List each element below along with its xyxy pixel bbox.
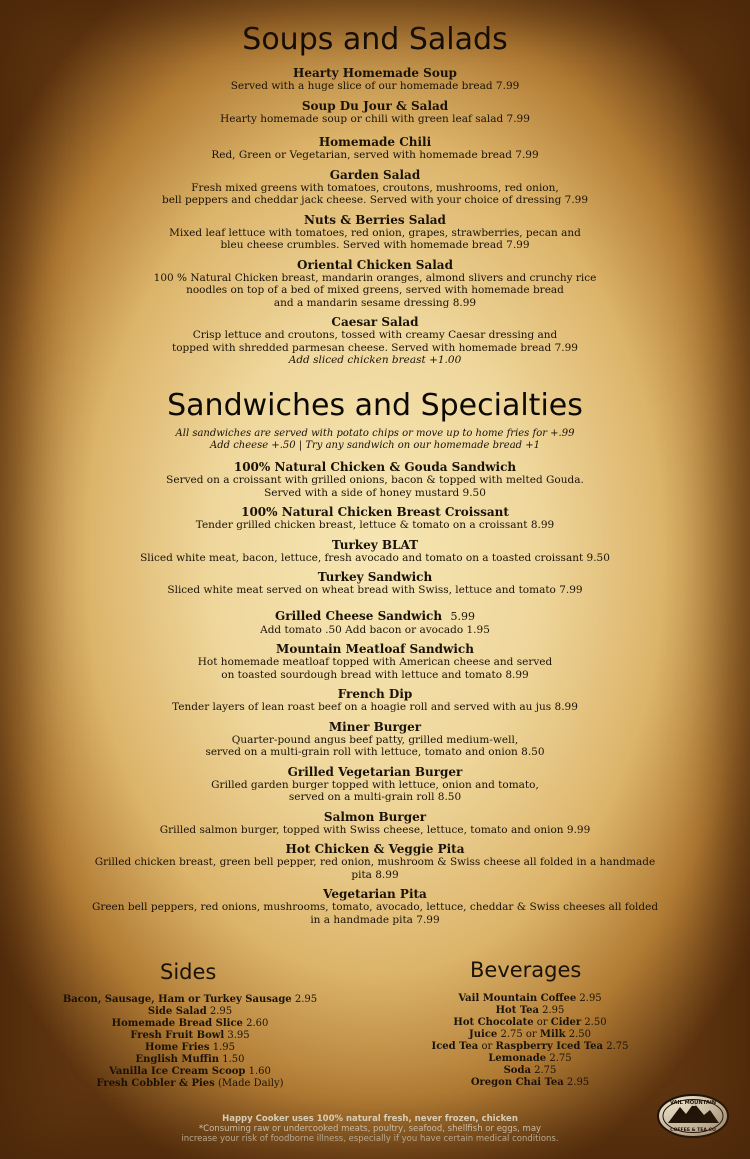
beverage-row — [410, 1029, 650, 1041]
side-name: Side Salad — [147, 1006, 207, 1017]
side-name: English Muffin — [135, 1054, 220, 1065]
item-name: French Dip — [337, 687, 413, 701]
beverage-conjunction: or — [522, 1029, 540, 1040]
item-description: Red, Green or Vegetarian, served with homemade bread 7.99 — [211, 149, 539, 161]
menu-item — [60, 99, 690, 126]
beverage-name: Vail Mountain Coffee — [458, 993, 577, 1004]
beverage-row — [410, 1077, 650, 1089]
beverage-price: 2.50 — [584, 1017, 607, 1028]
menu-item — [60, 315, 690, 367]
item-description: Hearty homemade soup or chili with green leaf salad 7.99 — [220, 112, 530, 125]
beverage-price: 2.75 — [534, 1065, 557, 1076]
side-price: (Made Daily) — [217, 1078, 284, 1089]
item-description: Grilled chicken breast, green bell pepper, red onion, mushroom & Swiss cheese all folded in a handmade pita 8.99 — [94, 856, 656, 881]
item-addon-note: Add sliced chicken breast +1.00 — [288, 354, 462, 366]
sandwiches-specialties-list — [60, 428, 690, 932]
item-name: Homemade Chili — [318, 135, 432, 149]
beverage-conjunction: or — [533, 1017, 551, 1028]
menu-item — [60, 538, 690, 565]
side-row — [50, 1042, 330, 1054]
beverage-name: Oregon Chai Tea — [470, 1077, 564, 1088]
item-name-with-price — [60, 609, 690, 624]
menu-item — [60, 258, 690, 310]
footer-disclaimer — [80, 1114, 660, 1144]
side-row — [50, 1078, 330, 1090]
menu-item — [60, 842, 690, 881]
item-name: Salmon Burger — [323, 809, 427, 824]
menu-item — [60, 135, 690, 162]
item-description: Green bell peppers, red onions, mushrooms, tomato, avocado, lettuce, cheddar & Swiss cheeses all folded in a handmade pita 7.99 — [91, 901, 659, 926]
item-name: Grilled Vegetarian Burger — [287, 764, 463, 779]
item-name: Grilled Cheese Sandwich — [275, 608, 443, 623]
side-name: Homemade Bread Slice — [111, 1018, 243, 1029]
item-description: Add tomato .50 Add bacon or avocado 1.95 — [260, 623, 490, 636]
item-description: Grilled salmon burger, topped with Swiss cheese, lettuce, tomato and onion 9.99 — [159, 823, 591, 836]
side-price: 1.50 — [222, 1054, 245, 1065]
beverage-price: 2.75 — [500, 1029, 523, 1040]
beverage-price: 2.95 — [542, 1005, 565, 1016]
beverage-price: 2.95 — [579, 993, 602, 1004]
sides-heading: Sides — [160, 960, 217, 984]
item-name: Miner Burger — [328, 719, 422, 734]
logo-bottom-text: COFFEE & TEA CO — [670, 1128, 716, 1133]
soups-salads-heading: Soups and Salads — [242, 22, 508, 57]
item-description: Served with a huge slice of our homemade bread 7.99 — [230, 80, 520, 92]
beverage-name-alt: Milk — [539, 1029, 566, 1040]
item-name: Turkey Sandwich — [317, 570, 433, 584]
beverage-name: Juice — [469, 1029, 498, 1040]
menu-item — [60, 887, 690, 926]
beverage-price-alt: 2.50 — [568, 1029, 591, 1040]
beverage-name-alt: Cider — [550, 1017, 582, 1028]
item-name: Hot Chicken & Veggie Pita — [285, 842, 465, 856]
side-row — [50, 1006, 330, 1018]
beverage-name: Hot Tea — [495, 1005, 539, 1016]
item-name: Soup Du Jour & Salad — [301, 98, 449, 113]
sides-list — [50, 994, 330, 1090]
item-description: Hot homemade meatloaf topped with American cheese and served on toasted sourdough bread with lettuce and tomato 8.99 — [197, 656, 553, 681]
item-name: Oriental Chicken Salad — [297, 257, 453, 272]
side-name: Fresh Cobbler & Pies — [96, 1078, 215, 1089]
footer-warning-line-1: *Consuming raw or undercooked meats, poultry, seafood, shellfish or eggs, may — [198, 1124, 542, 1134]
soups-salads-list — [60, 66, 690, 373]
side-price: 2.95 — [294, 994, 318, 1005]
beverage-price: 2.75 — [606, 1041, 629, 1052]
item-description: Grilled garden burger topped with lettuce, onion and tomato, served on a multi-grain roll 8.50 — [211, 778, 539, 803]
item-name: Turkey BLAT — [331, 537, 419, 552]
side-price: 1.95 — [212, 1042, 235, 1053]
side-price: 2.95 — [209, 1006, 233, 1017]
sandwiches-specialties-heading: Sandwiches and Specialties — [167, 388, 583, 423]
menu-item — [60, 720, 690, 759]
item-description: Mixed leaf lettuce with tomatoes, red onion, grapes, strawberries, pecan and bleu cheese crumbles. Served with homemade bread 7.99 — [169, 226, 581, 251]
item-name: Caesar Salad — [331, 315, 419, 329]
menu-item — [60, 460, 690, 499]
item-description: Quarter-pound angus beef patty, grilled medium-well, served on a multi-grain roll with lettuce, tomato and onion 8.50 — [205, 733, 545, 758]
menu-item — [60, 810, 690, 837]
side-row — [50, 1030, 330, 1042]
side-price: 2.60 — [246, 1018, 269, 1029]
item-description: Crisp lettuce and croutons, tossed with creamy Caesar dressing and topped with shredded parmesan cheese. Served with homemade bread 7.99 — [172, 329, 578, 354]
item-name: 100% Natural Chicken Breast Croissant — [241, 505, 509, 519]
menu-item — [60, 505, 690, 532]
item-description: Sliced white meat, bacon, lettuce, fresh avocado and tomato on a toasted croissant 9.50 — [140, 551, 610, 564]
side-name: Bacon, Sausage, Ham or Turkey Sausage — [62, 994, 292, 1005]
beverages-list — [410, 993, 650, 1089]
menu-item — [60, 687, 690, 714]
side-name: Fresh Fruit Bowl — [130, 1030, 225, 1041]
beverages-heading: Beverages — [470, 958, 582, 982]
side-name: Vanilla Ice Cream Scoop — [109, 1066, 246, 1077]
beverage-row — [410, 1017, 650, 1029]
beverage-price: 2.95 — [566, 1077, 590, 1088]
menu-item — [60, 609, 690, 637]
beverage-conjunction: or — [478, 1041, 496, 1052]
menu-item — [60, 66, 690, 93]
beverage-row — [410, 1065, 650, 1077]
vail-mountain-logo — [656, 1093, 730, 1139]
side-row — [50, 1066, 330, 1078]
beverage-price: 2.75 — [549, 1053, 572, 1064]
side-row — [50, 1054, 330, 1066]
item-name: Nuts & Berries Salad — [304, 212, 446, 227]
side-price: 3.95 — [227, 1030, 250, 1041]
item-name: Vegetarian Pita — [323, 887, 427, 901]
item-description: Tender layers of lean roast beef on a hoagie roll and served with au jus 8.99 — [172, 701, 578, 713]
beverage-name: Iced Tea — [431, 1041, 479, 1052]
beverage-row — [410, 993, 650, 1005]
footer-chicken-note: Happy Cooker uses 100% natural fresh, never frozen, chicken — [222, 1114, 518, 1124]
item-description: 100 % Natural Chicken breast, mandarin oranges, almond slivers and crunchy rice noodles on top of a bed of mixed greens, served with homemade bread and a mandarin sesame dressing 8.99 — [153, 271, 597, 309]
menu-item — [60, 642, 690, 681]
beverage-name: Hot Chocolate — [453, 1017, 534, 1028]
item-description: Tender grilled chicken breast, lettuce & tomato on a croissant 8.99 — [195, 519, 555, 531]
item-description: Fresh mixed greens with tomatoes, croutons, mushrooms, red onion, bell peppers and cheddar jack cheese. Served with your choice of dressing 7.99 — [161, 181, 589, 206]
beverage-name-alt: Raspberry Iced Tea — [495, 1041, 604, 1052]
logo-top-text: VAIL MOUNTAIN — [669, 1100, 717, 1106]
beverage-name: Lemonade — [488, 1053, 547, 1064]
side-row — [50, 1018, 330, 1030]
menu-item — [60, 765, 690, 804]
beverage-row — [410, 1053, 650, 1065]
item-description: Sliced white meat served on wheat bread with Swiss, lettuce and tomato 7.99 — [167, 584, 583, 596]
menu-item — [60, 570, 690, 597]
item-price: 5.99 — [450, 609, 475, 623]
item-name: Mountain Meatloaf Sandwich — [276, 642, 474, 656]
item-name: 100% Natural Chicken & Gouda Sandwich — [233, 460, 517, 474]
beverage-row — [410, 1005, 650, 1017]
beverage-row — [410, 1041, 650, 1053]
item-name: Garden Salad — [329, 167, 421, 182]
sandwich-intro-note: All sandwiches are served with potato chips or move up to home fries for +.99 Add cheese +.50 | Try any sandwich on our homemade bread +1 — [175, 428, 575, 451]
item-name: Hearty Homemade Soup — [293, 66, 457, 80]
side-name: Home Fries — [145, 1042, 210, 1053]
menu-item — [60, 168, 690, 207]
menu-item — [60, 213, 690, 252]
beverage-name: Soda — [503, 1065, 531, 1076]
side-row — [50, 994, 330, 1006]
footer-warning-line-2: increase your risk of foodborne illness, especially if you have certain medical conditions. — [181, 1134, 559, 1144]
side-price: 1.60 — [248, 1066, 271, 1077]
item-description: Served on a croissant with grilled onions, bacon & topped with melted Gouda. Served with a side of honey mustard 9.50 — [166, 474, 584, 499]
